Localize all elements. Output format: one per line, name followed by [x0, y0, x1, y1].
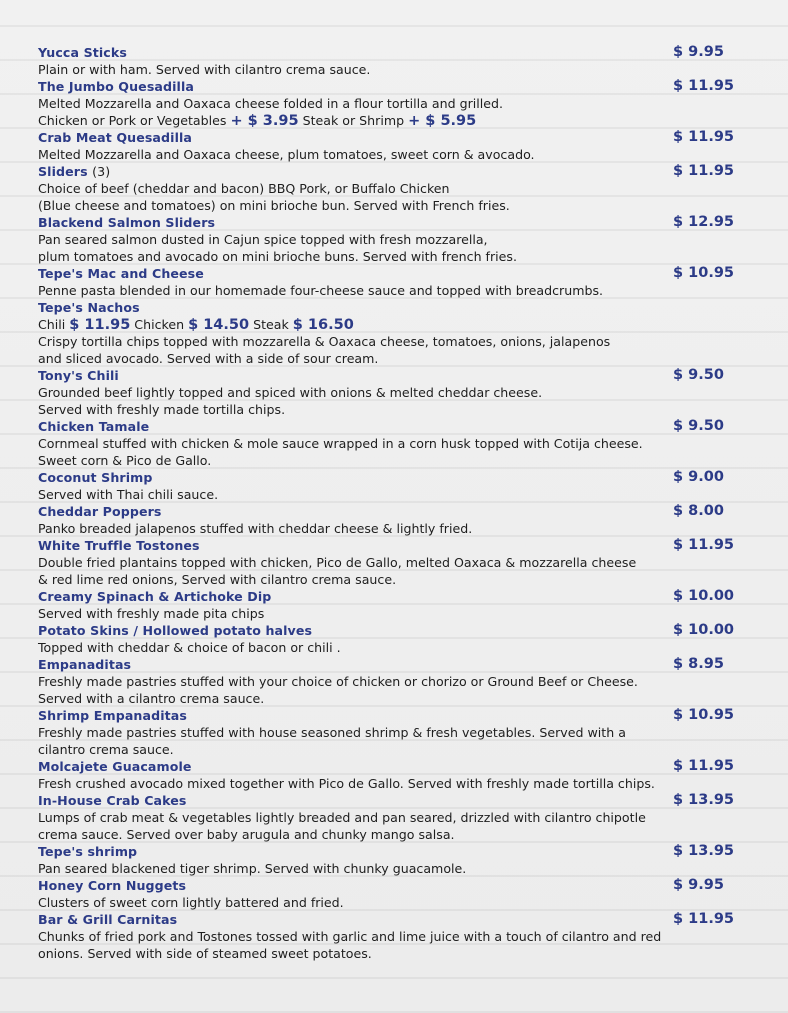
item-name: Tepe's shrimp [38, 844, 138, 859]
item-price: $ 9.95 [673, 877, 724, 893]
item-name: Molcajete Guacamole [38, 759, 192, 774]
item-price: $ 10.95 [673, 265, 735, 281]
option-price: + $ 3.95 [230, 113, 299, 129]
item-price: $ 9.50 [673, 418, 724, 434]
menu-item [38, 503, 738, 537]
item-price: $ 9.95 [673, 44, 724, 60]
menu-item [38, 367, 738, 418]
menu-item [38, 469, 738, 503]
item-name: Sliders [38, 164, 88, 179]
menu-item [38, 588, 738, 622]
item-name: Chicken Tamale [38, 419, 150, 434]
item-name: White Truffle Tostones [38, 538, 200, 553]
menu-item [38, 877, 738, 911]
item-description: Chunks of fried pork and Tostones tossed with garlic and lime juice with a touch of cilantro and red [38, 929, 662, 944]
item-name: Tepe's Nachos [38, 300, 140, 315]
item-description: plum tomatoes and avocado on mini brioche buns. Served with french fries. [38, 249, 517, 264]
item-description: Crispy tortilla chips topped with mozzarella & Oaxaca cheese, tomatoes, onions, jalapenos [38, 334, 611, 349]
item-description: Double fried plantains topped with chicken, Pico de Gallo, melted Oaxaca & mozzarella cheese [38, 555, 637, 570]
menu-item [38, 129, 738, 163]
option-label: Chicken or Pork or Vegetables [38, 113, 231, 128]
item-options [38, 112, 738, 129]
item-description: (Blue cheese and tomatoes) on mini brioche bun. Served with French fries. [38, 198, 510, 213]
menu-item [38, 707, 738, 758]
menu-item [38, 163, 738, 214]
menu-item [38, 792, 738, 843]
item-name: Tepe's Mac and Cheese [38, 266, 204, 281]
item-price: $ 10.95 [673, 707, 735, 723]
item-description: Served with freshly made tortilla chips. [38, 402, 286, 417]
item-price: $ 11.95 [673, 537, 735, 553]
menu-item [38, 44, 738, 78]
item-count: (3) [92, 164, 111, 179]
item-description: Pan seared blackened tiger shrimp. Served with chunky guacamole. [38, 861, 467, 876]
item-price: $ 11.95 [673, 758, 735, 774]
item-name: Coconut Shrimp [38, 470, 153, 485]
item-price: $ 8.00 [673, 503, 724, 519]
item-name: Empanaditas [38, 657, 132, 672]
item-name: Bar & Grill Carnitas [38, 912, 178, 927]
item-price: $ 13.95 [673, 843, 735, 859]
item-description: Choice of beef (cheddar and bacon) BBQ Pork, or Buffalo Chicken [38, 181, 450, 196]
menu-item [38, 758, 738, 792]
item-name: Crab Meat Quesadilla [38, 130, 192, 145]
option-price: $ 14.50 [188, 317, 250, 333]
option-price: $ 16.50 [292, 317, 354, 333]
menu-item [38, 622, 738, 656]
item-name: In-House Crab Cakes [38, 793, 187, 808]
item-description: Served with freshly made pita chips [38, 606, 265, 621]
option-price: $ 11.95 [69, 317, 131, 333]
item-price: $ 8.95 [673, 656, 724, 672]
option-label: Steak or Shrimp [298, 113, 409, 128]
item-description: and sliced avocado. Served with a side of sour cream. [38, 351, 379, 366]
item-price: $ 9.50 [673, 367, 724, 383]
item-description: Lumps of crab meat & vegetables lightly breaded and pan seared, drizzled with cilantro chipotle [38, 810, 646, 825]
item-description: Served with Thai chili sauce. [38, 487, 219, 502]
option-price: + $ 5.95 [408, 113, 477, 129]
item-description: Melted Mozzarella and Oaxaca cheese, plum tomatoes, sweet corn & avocado. [38, 147, 535, 162]
item-name: Creamy Spinach & Artichoke Dip [38, 589, 272, 604]
item-description: Freshly made pastries stuffed with your choice of chicken or chorizo or Ground Beef or Cheese. [38, 674, 638, 689]
menu-item [38, 214, 738, 265]
item-name: Potato Skins / Hollowed potato halves [38, 623, 313, 638]
menu-item [38, 911, 738, 962]
menu-item [38, 843, 738, 877]
item-price: $ 10.00 [673, 622, 735, 638]
item-name: Cheddar Poppers [38, 504, 162, 519]
item-description: Freshly made pastries stuffed with house seasoned shrimp & fresh vegetables. Served with a [38, 725, 626, 740]
item-name-wrap [38, 163, 738, 180]
item-price: $ 12.95 [673, 214, 735, 230]
item-name: Tony's Chili [38, 368, 119, 383]
item-price: $ 9.00 [673, 469, 724, 485]
menu-item [38, 78, 738, 129]
item-price: $ 10.00 [673, 588, 735, 604]
item-description: onions. Served with side of steamed sweet potatoes. [38, 946, 372, 961]
item-price: $ 11.95 [673, 129, 735, 145]
item-name: Honey Corn Nuggets [38, 878, 187, 893]
item-price: $ 13.95 [673, 792, 735, 808]
menu-item [38, 418, 738, 469]
menu-list [38, 44, 738, 962]
item-description: Served with a cilantro crema sauce. [38, 691, 265, 706]
item-description: Melted Mozzarella and Oaxaca cheese folded in a flour tortilla and grilled. [38, 96, 503, 111]
option-label: Steak [249, 317, 293, 332]
item-description: Sweet corn & Pico de Gallo. [38, 453, 212, 468]
option-label: Chili [38, 317, 70, 332]
item-name: The Jumbo Quesadilla [38, 79, 194, 94]
menu-item [38, 299, 738, 367]
item-name: Shrimp Empanaditas [38, 708, 187, 723]
item-description: Plain or with ham. Served with cilantro crema sauce. [38, 62, 371, 77]
menu-item [38, 265, 738, 299]
item-description: & red lime red onions, Served with cilantro crema sauce. [38, 572, 397, 587]
menu-item [38, 537, 738, 588]
item-description: Pan seared salmon dusted in Cajun spice topped with fresh mozzarella, [38, 232, 488, 247]
item-price: $ 11.95 [673, 78, 735, 94]
item-description: Fresh crushed avocado mixed together with Pico de Gallo. Served with freshly made tortilla chips. [38, 776, 655, 791]
item-name: Blackend Salmon Sliders [38, 215, 216, 230]
item-description: Topped with cheddar & choice of bacon or chili . [38, 640, 341, 655]
option-label: Chicken [130, 317, 189, 332]
menu-item [38, 656, 738, 707]
item-description: Penne pasta blended in our homemade four-cheese sauce and topped with breadcrumbs. [38, 283, 604, 298]
item-price: $ 11.95 [673, 911, 735, 927]
item-description: crema sauce. Served over baby arugula and chunky mango salsa. [38, 827, 455, 842]
item-description: Clusters of sweet corn lightly battered and fried. [38, 895, 344, 910]
item-description: Grounded beef lightly topped and spiced with onions & melted cheddar cheese. [38, 385, 543, 400]
item-description: Panko breaded jalapenos stuffed with cheddar cheese & lightly fried. [38, 521, 473, 536]
item-description: cilantro crema sauce. [38, 742, 174, 757]
item-options [38, 316, 738, 333]
item-name: Yucca Sticks [38, 45, 127, 60]
item-price: $ 11.95 [673, 163, 735, 179]
item-description: Cornmeal stuffed with chicken & mole sauce wrapped in a corn husk topped with Cotija cheese. [38, 436, 643, 451]
